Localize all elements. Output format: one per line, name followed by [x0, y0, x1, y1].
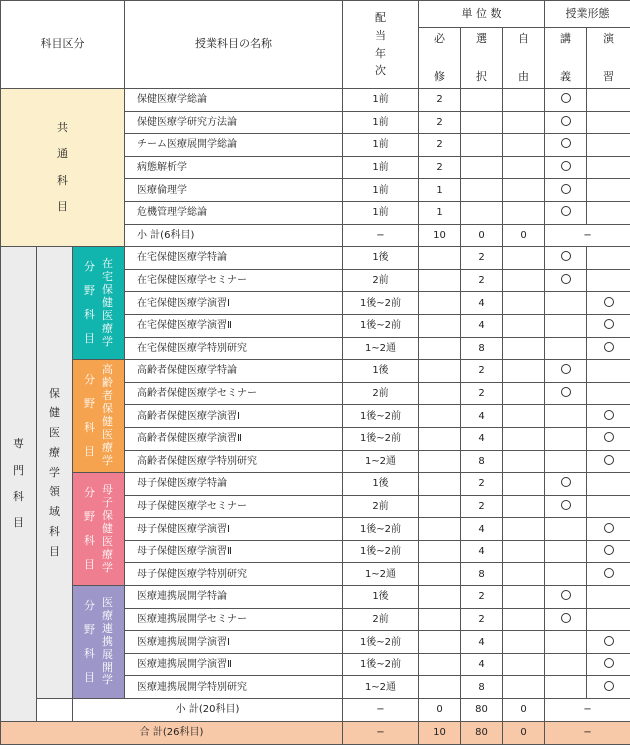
year-cell: 1~2通: [343, 563, 419, 586]
required-credits: [419, 382, 461, 405]
lecture-mark: [545, 360, 587, 383]
lecture-mark: [545, 676, 587, 699]
practice-mark: [587, 382, 630, 405]
lecture-mark: [545, 156, 587, 179]
elective-credits: [461, 134, 503, 157]
practice-mark: [587, 653, 630, 676]
year-cell: 1~2通: [343, 676, 419, 699]
year-cell: 1後~2前: [343, 314, 419, 337]
required-credits: 1: [419, 201, 461, 224]
elective-credits: 8: [461, 563, 503, 586]
header-required: [419, 28, 461, 89]
circle-mark-icon: [561, 161, 571, 171]
lecture-mark: [545, 631, 587, 654]
required-credits: [419, 314, 461, 337]
field-group-1: [73, 247, 125, 360]
required-credits: [419, 563, 461, 586]
header-lecture-top: 講: [560, 32, 572, 45]
elective-credits: 4: [461, 518, 503, 541]
subtotal-label: 小 計(20科目): [73, 699, 343, 722]
required-credits: [419, 292, 461, 315]
year-cell: 1前: [343, 156, 419, 179]
free-credits: [503, 382, 545, 405]
subject-name: 母子保健医療学セミナー: [125, 495, 343, 518]
year-cell: 1後~2前: [343, 427, 419, 450]
subject-name: 在宅保健医療学特別研究: [125, 337, 343, 360]
category-specialty-label: 専門科目: [13, 437, 24, 530]
elective-credits: [461, 156, 503, 179]
required-credits: [419, 653, 461, 676]
lecture-mark: [545, 608, 587, 631]
elective-credits: 8: [461, 450, 503, 473]
practice-mark: [587, 179, 630, 202]
elective-credits: 4: [461, 631, 503, 654]
circle-mark-icon: [561, 116, 571, 126]
practice-mark: [587, 676, 630, 699]
elective-credits: [461, 89, 503, 112]
free-credits: [503, 495, 545, 518]
elective-credits: 2: [461, 269, 503, 292]
practice-mark: [587, 134, 630, 157]
subject-name: 母子保健医療学演習Ⅰ: [125, 518, 343, 541]
required-credits: 1: [419, 179, 461, 202]
subtotal-label: 小 計(6科目): [125, 224, 343, 247]
year-cell: 1後: [343, 586, 419, 609]
category-common-label: 共通科目: [57, 120, 68, 213]
free-credits: [503, 156, 545, 179]
header-elective-bottom: 択: [476, 69, 487, 83]
field-name: 母子保健医療学: [102, 482, 113, 574]
practice-mark: [587, 314, 630, 337]
subject-name: 母子保健医療学特別研究: [125, 563, 343, 586]
table-row: [1, 473, 630, 496]
subject-name: 在宅保健医療学演習Ⅱ: [125, 314, 343, 337]
header-elective-top: 選: [476, 32, 487, 45]
practice-mark: [587, 269, 630, 292]
practice-mark: [587, 201, 630, 224]
year-cell: 1後: [343, 360, 419, 383]
required-credits: 2: [419, 134, 461, 157]
circle-mark-icon: [604, 455, 614, 465]
practice-mark: [587, 495, 630, 518]
required-credits: [419, 360, 461, 383]
circle-mark-icon: [561, 500, 571, 510]
year-cell: 1後~2前: [343, 653, 419, 676]
table-row: [1, 360, 630, 383]
elective-credits: 2: [461, 360, 503, 383]
grand-total-row: [1, 721, 630, 744]
year-cell: 1~2通: [343, 450, 419, 473]
elective-credits: 4: [461, 405, 503, 428]
practice-mark: [587, 360, 630, 383]
subtotal-spacer: [37, 699, 73, 722]
year-cell: 1~2通: [343, 337, 419, 360]
required-credits: [419, 337, 461, 360]
practice-mark: [587, 337, 630, 360]
header-subject: 授業科目の名称: [125, 1, 343, 89]
subtotal-required: 0: [419, 699, 461, 722]
table-row: [1, 247, 630, 270]
elective-credits: 4: [461, 292, 503, 315]
required-credits: [419, 608, 461, 631]
subject-name: 高齢者保健医療学セミナー: [125, 382, 343, 405]
field-word: 分野科目: [84, 259, 95, 346]
header-required-top: 必: [434, 32, 445, 45]
circle-mark-icon: [561, 93, 571, 103]
free-credits: [503, 586, 545, 609]
year-cell: 2前: [343, 495, 419, 518]
circle-mark-icon: [561, 387, 571, 397]
header-elective: [461, 28, 503, 89]
category-common: [1, 89, 125, 247]
year-cell: 2前: [343, 269, 419, 292]
lecture-mark: [545, 247, 587, 270]
field-group-label: [73, 247, 124, 359]
year-cell: 2前: [343, 382, 419, 405]
required-credits: 2: [419, 111, 461, 134]
elective-credits: 2: [461, 382, 503, 405]
elective-credits: 8: [461, 337, 503, 360]
subject-name: 在宅保健医療学セミナー: [125, 269, 343, 292]
elective-credits: 4: [461, 653, 503, 676]
elective-credits: [461, 201, 503, 224]
circle-mark-icon: [561, 206, 571, 216]
circle-mark-icon: [561, 138, 571, 148]
header-credits: 単 位 数: [419, 1, 545, 28]
practice-mark: [587, 518, 630, 541]
field-word: 分野科目: [84, 485, 95, 572]
circle-mark-icon: [604, 523, 614, 533]
field-name: 医療連携展開学: [102, 595, 113, 687]
circle-mark-icon: [561, 251, 571, 261]
circle-mark-icon: [604, 658, 614, 668]
subject-name: 危機管理学総論: [125, 201, 343, 224]
subject-name: 母子保健医療学演習Ⅱ: [125, 540, 343, 563]
header-form: 授業形態: [545, 1, 630, 28]
free-credits: [503, 314, 545, 337]
circle-mark-icon: [561, 364, 571, 374]
elective-credits: 4: [461, 314, 503, 337]
year-cell: 1前: [343, 111, 419, 134]
required-credits: [419, 540, 461, 563]
free-credits: [503, 111, 545, 134]
elective-credits: [461, 111, 503, 134]
year-cell: 1前: [343, 179, 419, 202]
subject-name: 医療倫理学: [125, 179, 343, 202]
circle-mark-icon: [561, 590, 571, 600]
circle-mark-icon: [604, 297, 614, 307]
table-row: [1, 586, 630, 609]
elective-credits: 2: [461, 495, 503, 518]
circle-mark-icon: [604, 319, 614, 329]
subtotal-free: 0: [503, 699, 545, 722]
field-group-label: [73, 473, 124, 585]
category-domain-label: 保健医療学領域科目: [49, 386, 60, 558]
lecture-mark: [545, 111, 587, 134]
lecture-mark: [545, 563, 587, 586]
practice-mark: [587, 586, 630, 609]
year-cell: 1後~2前: [343, 405, 419, 428]
free-credits: [503, 337, 545, 360]
table-row: [1, 89, 630, 112]
free-credits: [503, 450, 545, 473]
required-credits: [419, 586, 461, 609]
subject-name: 在宅保健医療学特論: [125, 247, 343, 270]
year-cell: 1後~2前: [343, 292, 419, 315]
practice-mark: [587, 89, 630, 112]
circle-mark-icon: [604, 342, 614, 352]
subtotal-year: −: [343, 699, 419, 722]
total-form: −: [545, 721, 630, 744]
header-lecture-bottom: 義: [560, 69, 572, 83]
lecture-mark: [545, 314, 587, 337]
elective-credits: 2: [461, 473, 503, 496]
free-credits: [503, 473, 545, 496]
free-credits: [503, 518, 545, 541]
required-credits: [419, 427, 461, 450]
free-credits: [503, 292, 545, 315]
year-cell: 1前: [343, 134, 419, 157]
subject-name: 医療連携展開学セミナー: [125, 608, 343, 631]
lecture-mark: [545, 134, 587, 157]
free-credits: [503, 427, 545, 450]
subject-name: 保健医療学研究方法論: [125, 111, 343, 134]
year-cell: 1後~2前: [343, 540, 419, 563]
practice-mark: [587, 631, 630, 654]
year-cell: 1前: [343, 89, 419, 112]
practice-mark: [587, 563, 630, 586]
field-group-3: [73, 473, 125, 586]
required-credits: 2: [419, 156, 461, 179]
lecture-mark: [545, 653, 587, 676]
subtotal-form: −: [545, 224, 630, 247]
subject-name: 高齢者保健医療学特論: [125, 360, 343, 383]
free-credits: [503, 360, 545, 383]
subtotal-year: −: [343, 224, 419, 247]
lecture-mark: [545, 89, 587, 112]
circle-mark-icon: [604, 432, 614, 442]
free-credits: [503, 134, 545, 157]
lecture-mark: [545, 269, 587, 292]
required-credits: [419, 405, 461, 428]
required-credits: [419, 247, 461, 270]
free-credits: [503, 269, 545, 292]
free-credits: [503, 89, 545, 112]
required-credits: 2: [419, 89, 461, 112]
lecture-mark: [545, 518, 587, 541]
header-free: [503, 28, 545, 89]
required-credits: [419, 495, 461, 518]
elective-credits: [461, 179, 503, 202]
lecture-mark: [545, 427, 587, 450]
subtotal-elective: 80: [461, 699, 503, 722]
field-word: 分野科目: [84, 598, 95, 685]
free-credits: [503, 653, 545, 676]
required-credits: [419, 269, 461, 292]
circle-mark-icon: [604, 545, 614, 555]
lecture-mark: [545, 540, 587, 563]
header-practice: [587, 28, 630, 89]
total-elective: 80: [461, 721, 503, 744]
header-practice-bottom: 習: [603, 69, 615, 83]
required-credits: [419, 631, 461, 654]
lecture-mark: [545, 450, 587, 473]
circle-mark-icon: [604, 568, 614, 578]
year-cell: 1前: [343, 201, 419, 224]
header-lecture: [545, 28, 587, 89]
header-year-text: 配当年次: [375, 11, 386, 78]
practice-mark: [587, 292, 630, 315]
subject-name: 在宅保健医療学演習Ⅰ: [125, 292, 343, 315]
subject-name: 医療連携展開学演習Ⅰ: [125, 631, 343, 654]
circle-mark-icon: [561, 477, 571, 487]
free-credits: [503, 540, 545, 563]
elective-credits: 2: [461, 247, 503, 270]
required-credits: [419, 473, 461, 496]
lecture-mark: [545, 382, 587, 405]
required-credits: [419, 676, 461, 699]
header-year: [343, 1, 419, 89]
subject-name: 高齢者保健医療学演習Ⅱ: [125, 427, 343, 450]
header-required-bottom: 修: [434, 69, 445, 83]
subtotal-row-specialty: [1, 699, 630, 722]
free-credits: [503, 405, 545, 428]
header-free-bottom: 由: [518, 69, 530, 83]
elective-credits: 2: [461, 586, 503, 609]
subtotal-form: −: [545, 699, 630, 722]
practice-mark: [587, 473, 630, 496]
lecture-mark: [545, 473, 587, 496]
circle-mark-icon: [604, 681, 614, 691]
lecture-mark: [545, 495, 587, 518]
free-credits: [503, 563, 545, 586]
total-required: 10: [419, 721, 461, 744]
lecture-mark: [545, 586, 587, 609]
field-name: 高齢者保健医療学: [102, 363, 113, 468]
elective-credits: 4: [461, 540, 503, 563]
field-group-label: [73, 360, 124, 472]
subtotal-elective: 0: [461, 224, 503, 247]
circle-mark-icon: [604, 410, 614, 420]
circle-mark-icon: [561, 274, 571, 284]
practice-mark: [587, 608, 630, 631]
subtotal-free: 0: [503, 224, 545, 247]
subject-name: 保健医療学総論: [125, 89, 343, 112]
subject-name: 医療連携展開学特論: [125, 586, 343, 609]
total-label: 合 計(26科目): [1, 721, 343, 744]
practice-mark: [587, 111, 630, 134]
circle-mark-icon: [604, 636, 614, 646]
required-credits: [419, 518, 461, 541]
practice-mark: [587, 450, 630, 473]
lecture-mark: [545, 179, 587, 202]
year-cell: 1後: [343, 247, 419, 270]
lecture-mark: [545, 292, 587, 315]
subject-name: 医療連携展開学演習Ⅱ: [125, 653, 343, 676]
circle-mark-icon: [561, 184, 571, 194]
header-free-top: 自: [518, 32, 530, 45]
free-credits: [503, 201, 545, 224]
category-specialty: [1, 247, 37, 721]
free-credits: [503, 608, 545, 631]
practice-mark: [587, 405, 630, 428]
lecture-mark: [545, 405, 587, 428]
practice-mark: [587, 247, 630, 270]
subject-name: 医療連携展開学特別研究: [125, 676, 343, 699]
elective-credits: 8: [461, 676, 503, 699]
field-group-4: [73, 586, 125, 699]
lecture-mark: [545, 337, 587, 360]
header-category: 科目区分: [1, 1, 125, 89]
elective-credits: 4: [461, 427, 503, 450]
subject-name: 母子保健医療学特論: [125, 473, 343, 496]
free-credits: [503, 676, 545, 699]
total-free: 0: [503, 721, 545, 744]
total-year: −: [343, 721, 419, 744]
year-cell: 2前: [343, 608, 419, 631]
subject-name: 高齢者保健医療学演習Ⅰ: [125, 405, 343, 428]
field-word: 分野科目: [84, 372, 95, 459]
header-practice-top: 演: [603, 32, 615, 45]
category-domain: [37, 247, 73, 699]
free-credits: [503, 631, 545, 654]
elective-credits: 2: [461, 608, 503, 631]
field-group-label: [73, 586, 124, 698]
subtotal-required: 10: [419, 224, 461, 247]
required-credits: [419, 450, 461, 473]
year-cell: 1後~2前: [343, 631, 419, 654]
field-name: 在宅保健医療学: [102, 256, 113, 348]
free-credits: [503, 179, 545, 202]
practice-mark: [587, 540, 630, 563]
subject-name: 病態解析学: [125, 156, 343, 179]
free-credits: [503, 247, 545, 270]
year-cell: 1後: [343, 473, 419, 496]
lecture-mark: [545, 201, 587, 224]
subject-name: チーム医療展開学総論: [125, 134, 343, 157]
subject-name: 高齢者保健医療学特別研究: [125, 450, 343, 473]
circle-mark-icon: [561, 613, 571, 623]
practice-mark: [587, 427, 630, 450]
year-cell: 1後~2前: [343, 518, 419, 541]
practice-mark: [587, 156, 630, 179]
field-group-2: [73, 360, 125, 473]
